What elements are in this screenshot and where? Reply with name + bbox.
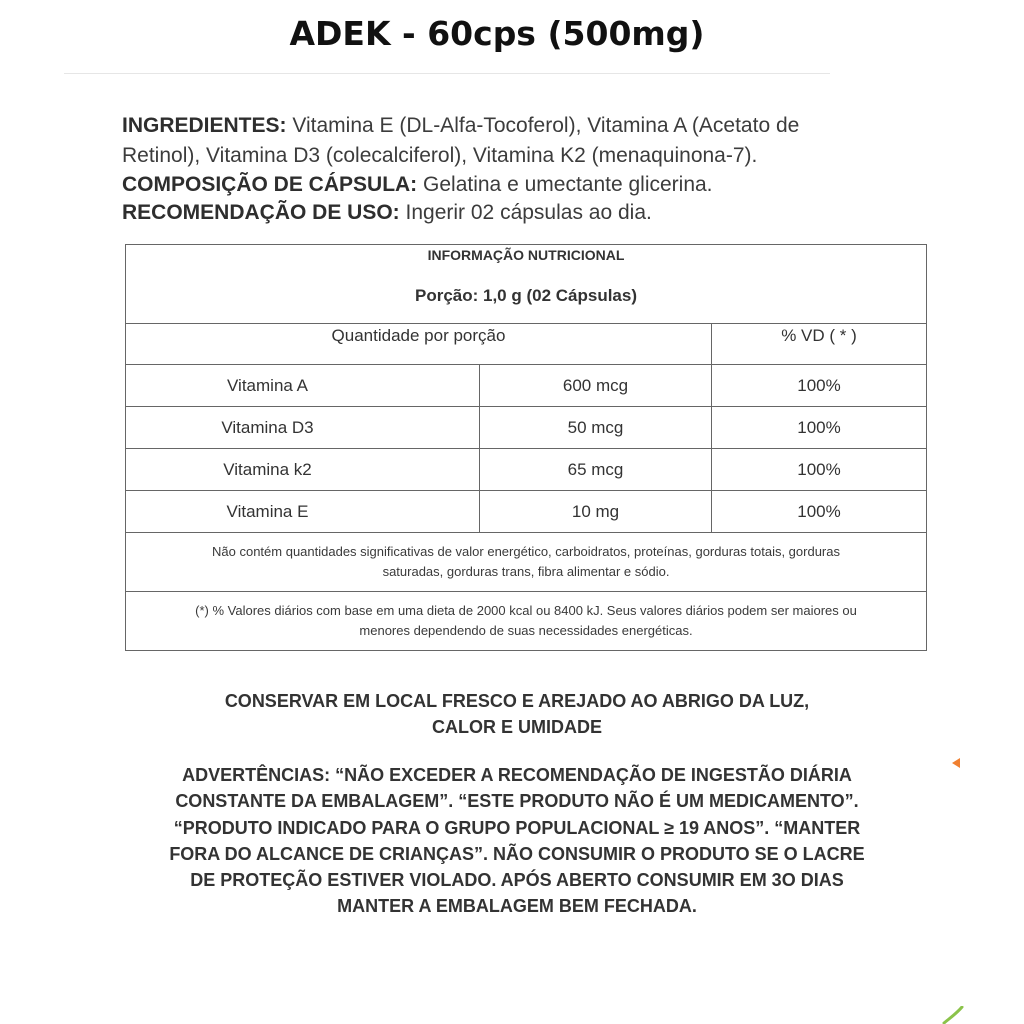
table-row bbox=[126, 449, 927, 491]
nutrition-table bbox=[125, 244, 927, 651]
nutrient-vd: 100% bbox=[712, 407, 927, 449]
warning-line-2: CONSTANTE DA EMBALAGEM”. “ESTE PRODUTO NÃO É UM MEDICAMENTO”. bbox=[175, 791, 859, 812]
leaf-icon bbox=[942, 1006, 964, 1024]
nutrition-footnote-line-2: menores dependendo de suas necessidades energéticas. bbox=[359, 623, 693, 638]
warning-line-6: MANTER A EMBALAGEM BEM FECHADA. bbox=[337, 896, 697, 917]
nutrient-vd: 100% bbox=[712, 365, 927, 407]
nutrient-name: Vitamina E bbox=[126, 491, 480, 533]
nutrition-note-line-1: Não contém quantidades significativas de valor energético, carboidratos, proteínas, gorduras totais, gorduras bbox=[212, 544, 840, 559]
nutrient-name: Vitamina k2 bbox=[126, 449, 480, 491]
ingredients-line-1 bbox=[122, 111, 922, 141]
nutrient-vd: 100% bbox=[712, 449, 927, 491]
warning-line-4: FORA DO ALCANCE DE CRIANÇAS”. NÃO CONSUMIR O PRODUTO SE O LACRE bbox=[169, 843, 865, 864]
warning-line-1: ADVERTÊNCIAS: “NÃO EXCEDER A RECOMENDAÇÃO DE INGESTÃO DIÁRIA bbox=[182, 765, 852, 785]
ingredients-block bbox=[122, 111, 922, 227]
usage-text: Ingerir 02 cápsulas ao dia. bbox=[399, 201, 652, 224]
nutrient-amount: 65 mcg bbox=[480, 449, 712, 491]
title-divider bbox=[64, 73, 830, 74]
table-row bbox=[126, 365, 927, 407]
warnings-block bbox=[0, 762, 1024, 920]
nutrition-footnote-line-1: (*) % Valores diários com base em uma dieta de 2000 kcal ou 8400 kJ. Seus valores diários podem ser maiores ou bbox=[195, 603, 857, 618]
nutrition-note-line-2: saturadas, gorduras trans, fibra alimentar e sódio. bbox=[382, 564, 670, 579]
ingredients-text-2: Retinol), Vitamina D3 (colecalciferol), Vitamina K2 (menaquinona-7). bbox=[122, 144, 758, 167]
ingredients-line-2 bbox=[122, 141, 922, 171]
nutrient-amount: 10 mg bbox=[480, 491, 712, 533]
chevron-left-icon[interactable] bbox=[952, 758, 960, 768]
nutrition-header-cell bbox=[126, 245, 927, 324]
table-row bbox=[126, 407, 927, 449]
col-header-quantity: Quantidade por porção bbox=[126, 324, 712, 365]
storage-line-2: CALOR E UMIDADE bbox=[432, 717, 602, 737]
capsule-label: COMPOSIÇÃO DE CÁPSULA: bbox=[122, 173, 418, 196]
capsule-composition-line bbox=[122, 171, 922, 199]
table-row bbox=[126, 491, 927, 533]
nutrient-name: Vitamina D3 bbox=[126, 407, 480, 449]
ingredients-label: INGREDIENTES: bbox=[122, 114, 287, 137]
nutrition-footnote bbox=[126, 592, 927, 651]
storage-line-1: CONSERVAR EM LOCAL FRESCO E AREJADO AO ABRIGO DA LUZ, bbox=[224, 691, 810, 711]
ingredients-text-1: Vitamina E (DL-Alfa-Tocoferol), Vitamina A (Acetato de bbox=[286, 114, 800, 137]
col-header-vd: % VD ( * ) bbox=[712, 324, 927, 365]
warning-line-5: DE PROTEÇÃO ESTIVER VIOLADO. APÓS ABERTO CONSUMIR EM 3O DIAS bbox=[190, 870, 844, 891]
nutrition-title: INFORMAÇÃO NUTRICIONAL bbox=[427, 247, 625, 263]
capsule-text: Gelatina e umectante glicerina. bbox=[417, 173, 713, 196]
nutrient-amount: 600 mcg bbox=[480, 365, 712, 407]
nutrition-note bbox=[126, 533, 927, 592]
nutrient-name: Vitamina A bbox=[126, 365, 480, 407]
nutrient-vd: 100% bbox=[712, 491, 927, 533]
usage-line bbox=[122, 199, 922, 227]
warning-line-3: “PRODUTO INDICADO PARA O GRUPO POPULACIONAL ≥ 19 ANOS”. “MANTER bbox=[173, 817, 861, 838]
usage-label: RECOMENDAÇÃO DE USO: bbox=[122, 201, 400, 224]
storage-instructions bbox=[0, 688, 1024, 740]
portion-size: Porção: 1,0 g (02 Cápsulas) bbox=[414, 286, 638, 305]
product-title: ADEK - 60cps (500mg) bbox=[289, 14, 705, 53]
nutrient-amount: 50 mcg bbox=[480, 407, 712, 449]
